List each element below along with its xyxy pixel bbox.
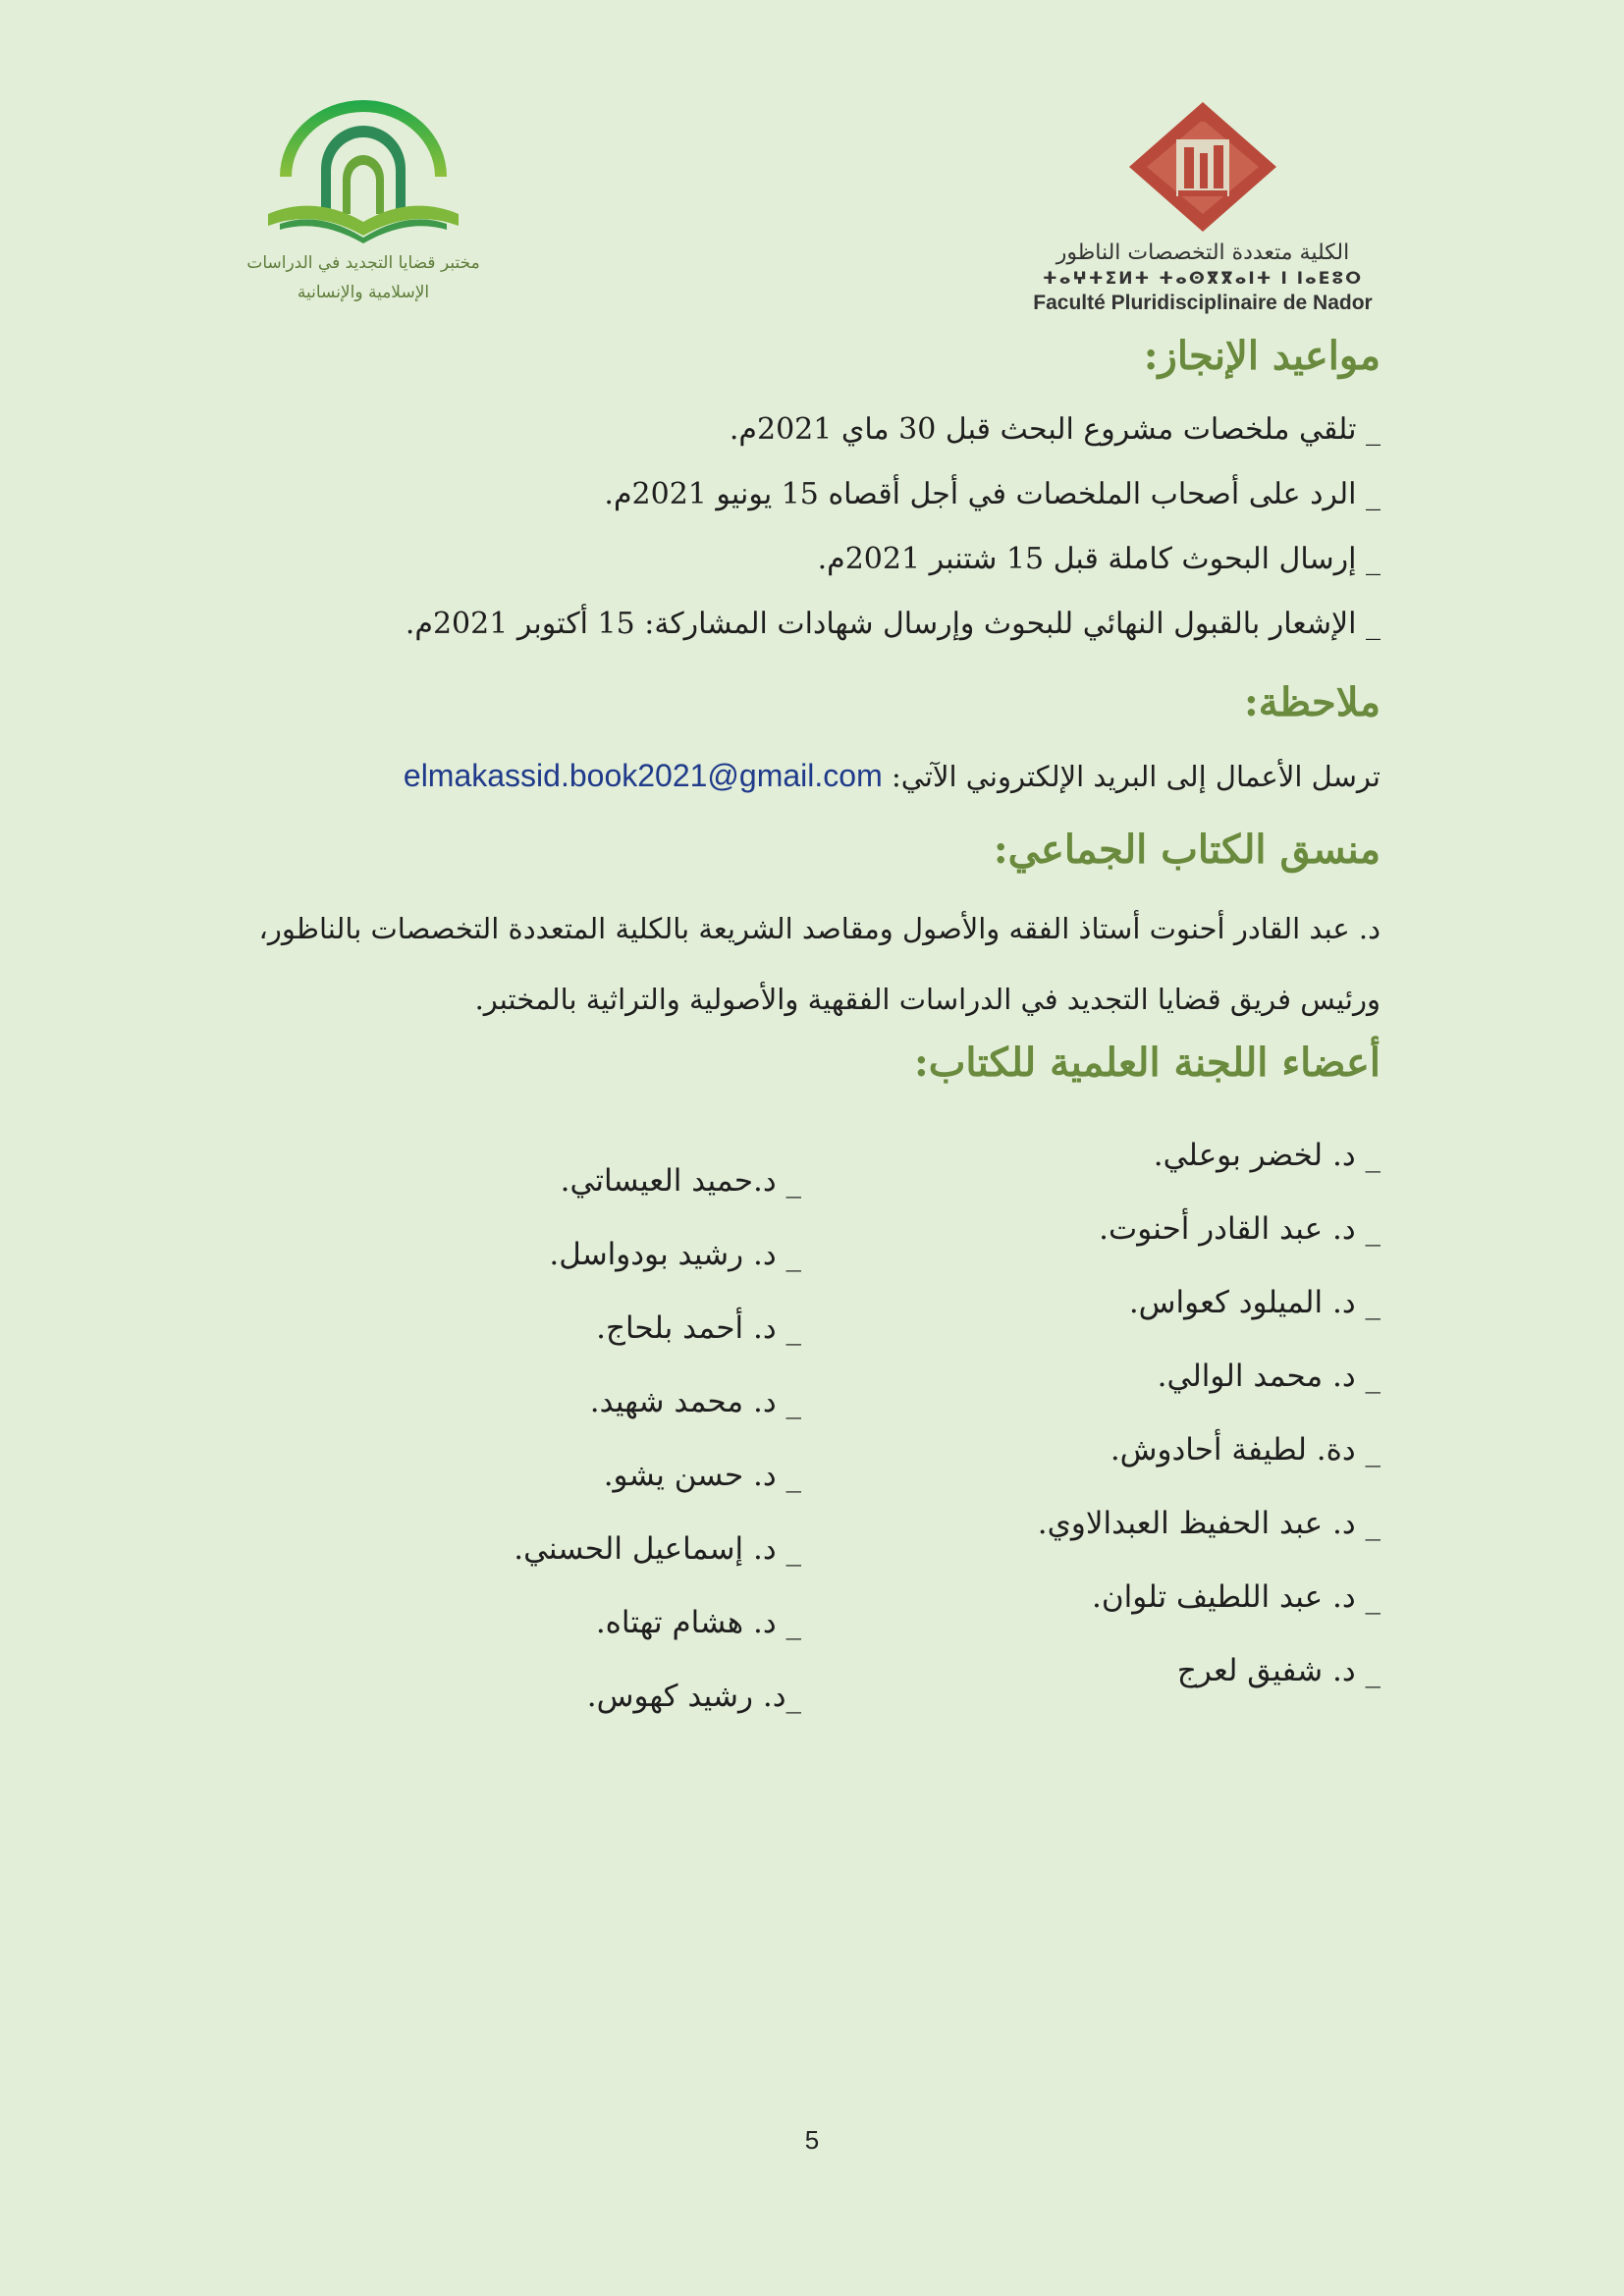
faculty-name-tifinagh: ⵜⴰⵖⵜⵉⵍⵜ ⵜⴰⵙⴳⴳⴰⵏⵜ ⵏ ⵏⴰⴹⵓⵔ	[1042, 269, 1364, 289]
note-text	[404, 748, 1380, 804]
list-item: _ د. عبد اللطيف تلوان.	[1091, 1579, 1380, 1615]
page-number: 5	[804, 2125, 820, 2155]
note-heading: ملاحظة:	[1243, 679, 1380, 725]
deadlines-heading: مواعيد الإنجاز:	[1143, 333, 1380, 379]
list-item: _ د.حميد العيساتي.	[560, 1163, 801, 1199]
coordinator-text	[242, 893, 1380, 1035]
coordinator-section	[994, 823, 1380, 878]
list-item: _ د. شفيق لعرج	[1176, 1653, 1380, 1688]
committee-heading: أعضاء اللجنة العلمية للكتاب:	[914, 1040, 1380, 1086]
note-section	[1244, 675, 1380, 730]
list-item: _ د. رشيد بودواسل.	[549, 1237, 801, 1272]
committee-column-left	[369, 1145, 801, 1734]
list-item: _ د. عبد القادر أحنوت.	[1099, 1211, 1380, 1247]
list-item: _ دة. لطيفة أحادوش.	[1110, 1432, 1380, 1468]
list-item: _ د. الميلود كعواس.	[1128, 1285, 1380, 1320]
coordinator-heading: منسق الكتاب الجماعي:	[993, 827, 1380, 873]
list-item: _ د. محمد شهيد.	[589, 1384, 801, 1419]
deadline-item: _ الإشعار بالقبول النهائي للبحوث وإرسال شهادات المشاركة: 15 أكتوبر 2021م.	[405, 607, 1380, 641]
coordinator-line2: ورئيس فريق قضايا التجديد في الدراسات الفقهية والأصولية والتراثية بالمختبر.	[474, 983, 1380, 1016]
list-item: _ د. هشام تهتاه.	[595, 1605, 801, 1640]
list-item: _ د. لخضر بوعلي.	[1153, 1138, 1380, 1173]
lab-logo	[245, 98, 481, 314]
lab-name-line2: الإسلامية والإنسانية	[297, 283, 430, 302]
committee-members	[242, 1119, 1380, 1728]
faculty-name-french: Faculté Pluridisciplinaire de Nador	[1033, 292, 1373, 314]
deadline-item: _ إرسال البحوث كاملة قبل 15 شتنبر 2021م.	[817, 542, 1380, 576]
lab-book-arch-icon	[260, 98, 466, 245]
list-item: _ د. محمد الوالي.	[1157, 1359, 1380, 1394]
coordinator-line1: د. عبد القادر أحنوت أستاذ الفقه والأصول ومقاصد الشريعة بالكلية المتعددة التخصصات بالناظور،	[258, 912, 1380, 945]
note-label: ترسل الأعمال إلى البريد الإلكتروني الآتي:	[891, 760, 1380, 793]
faculty-name-arabic: الكلية متعددة التخصصات الناظور	[1056, 240, 1350, 265]
list-item: _ د. عبد الحفيظ العبدالاوي.	[1037, 1506, 1380, 1541]
deadlines-list	[406, 398, 1380, 657]
deadline-item: _ الرد على أصحاب الملخصات في أجل أقصاه 15 يونيو 2021م.	[604, 477, 1380, 511]
deadline-item: _ تلقي ملخصات مشروع البحث قبل 30 ماي 2021م.	[729, 412, 1380, 447]
list-item: _ د. إسماعيل الحسني.	[514, 1531, 801, 1567]
committee-section	[914, 1036, 1380, 1091]
deadlines-section	[1144, 329, 1380, 384]
faculty-emblem-icon	[1119, 98, 1286, 236]
email-link[interactable]: elmakassid.book2021@gmail.com	[403, 758, 883, 793]
list-item: _د. رشيد كهوس.	[586, 1679, 801, 1714]
list-item: _ د. حسن يشو.	[603, 1458, 801, 1493]
list-item: _ د. أحمد بلحاج.	[596, 1310, 801, 1346]
faculty-logo	[1021, 98, 1384, 314]
committee-column-right	[948, 1119, 1380, 1708]
lab-name-line1: مختبر قضايا التجديد في الدراسات	[246, 253, 480, 273]
